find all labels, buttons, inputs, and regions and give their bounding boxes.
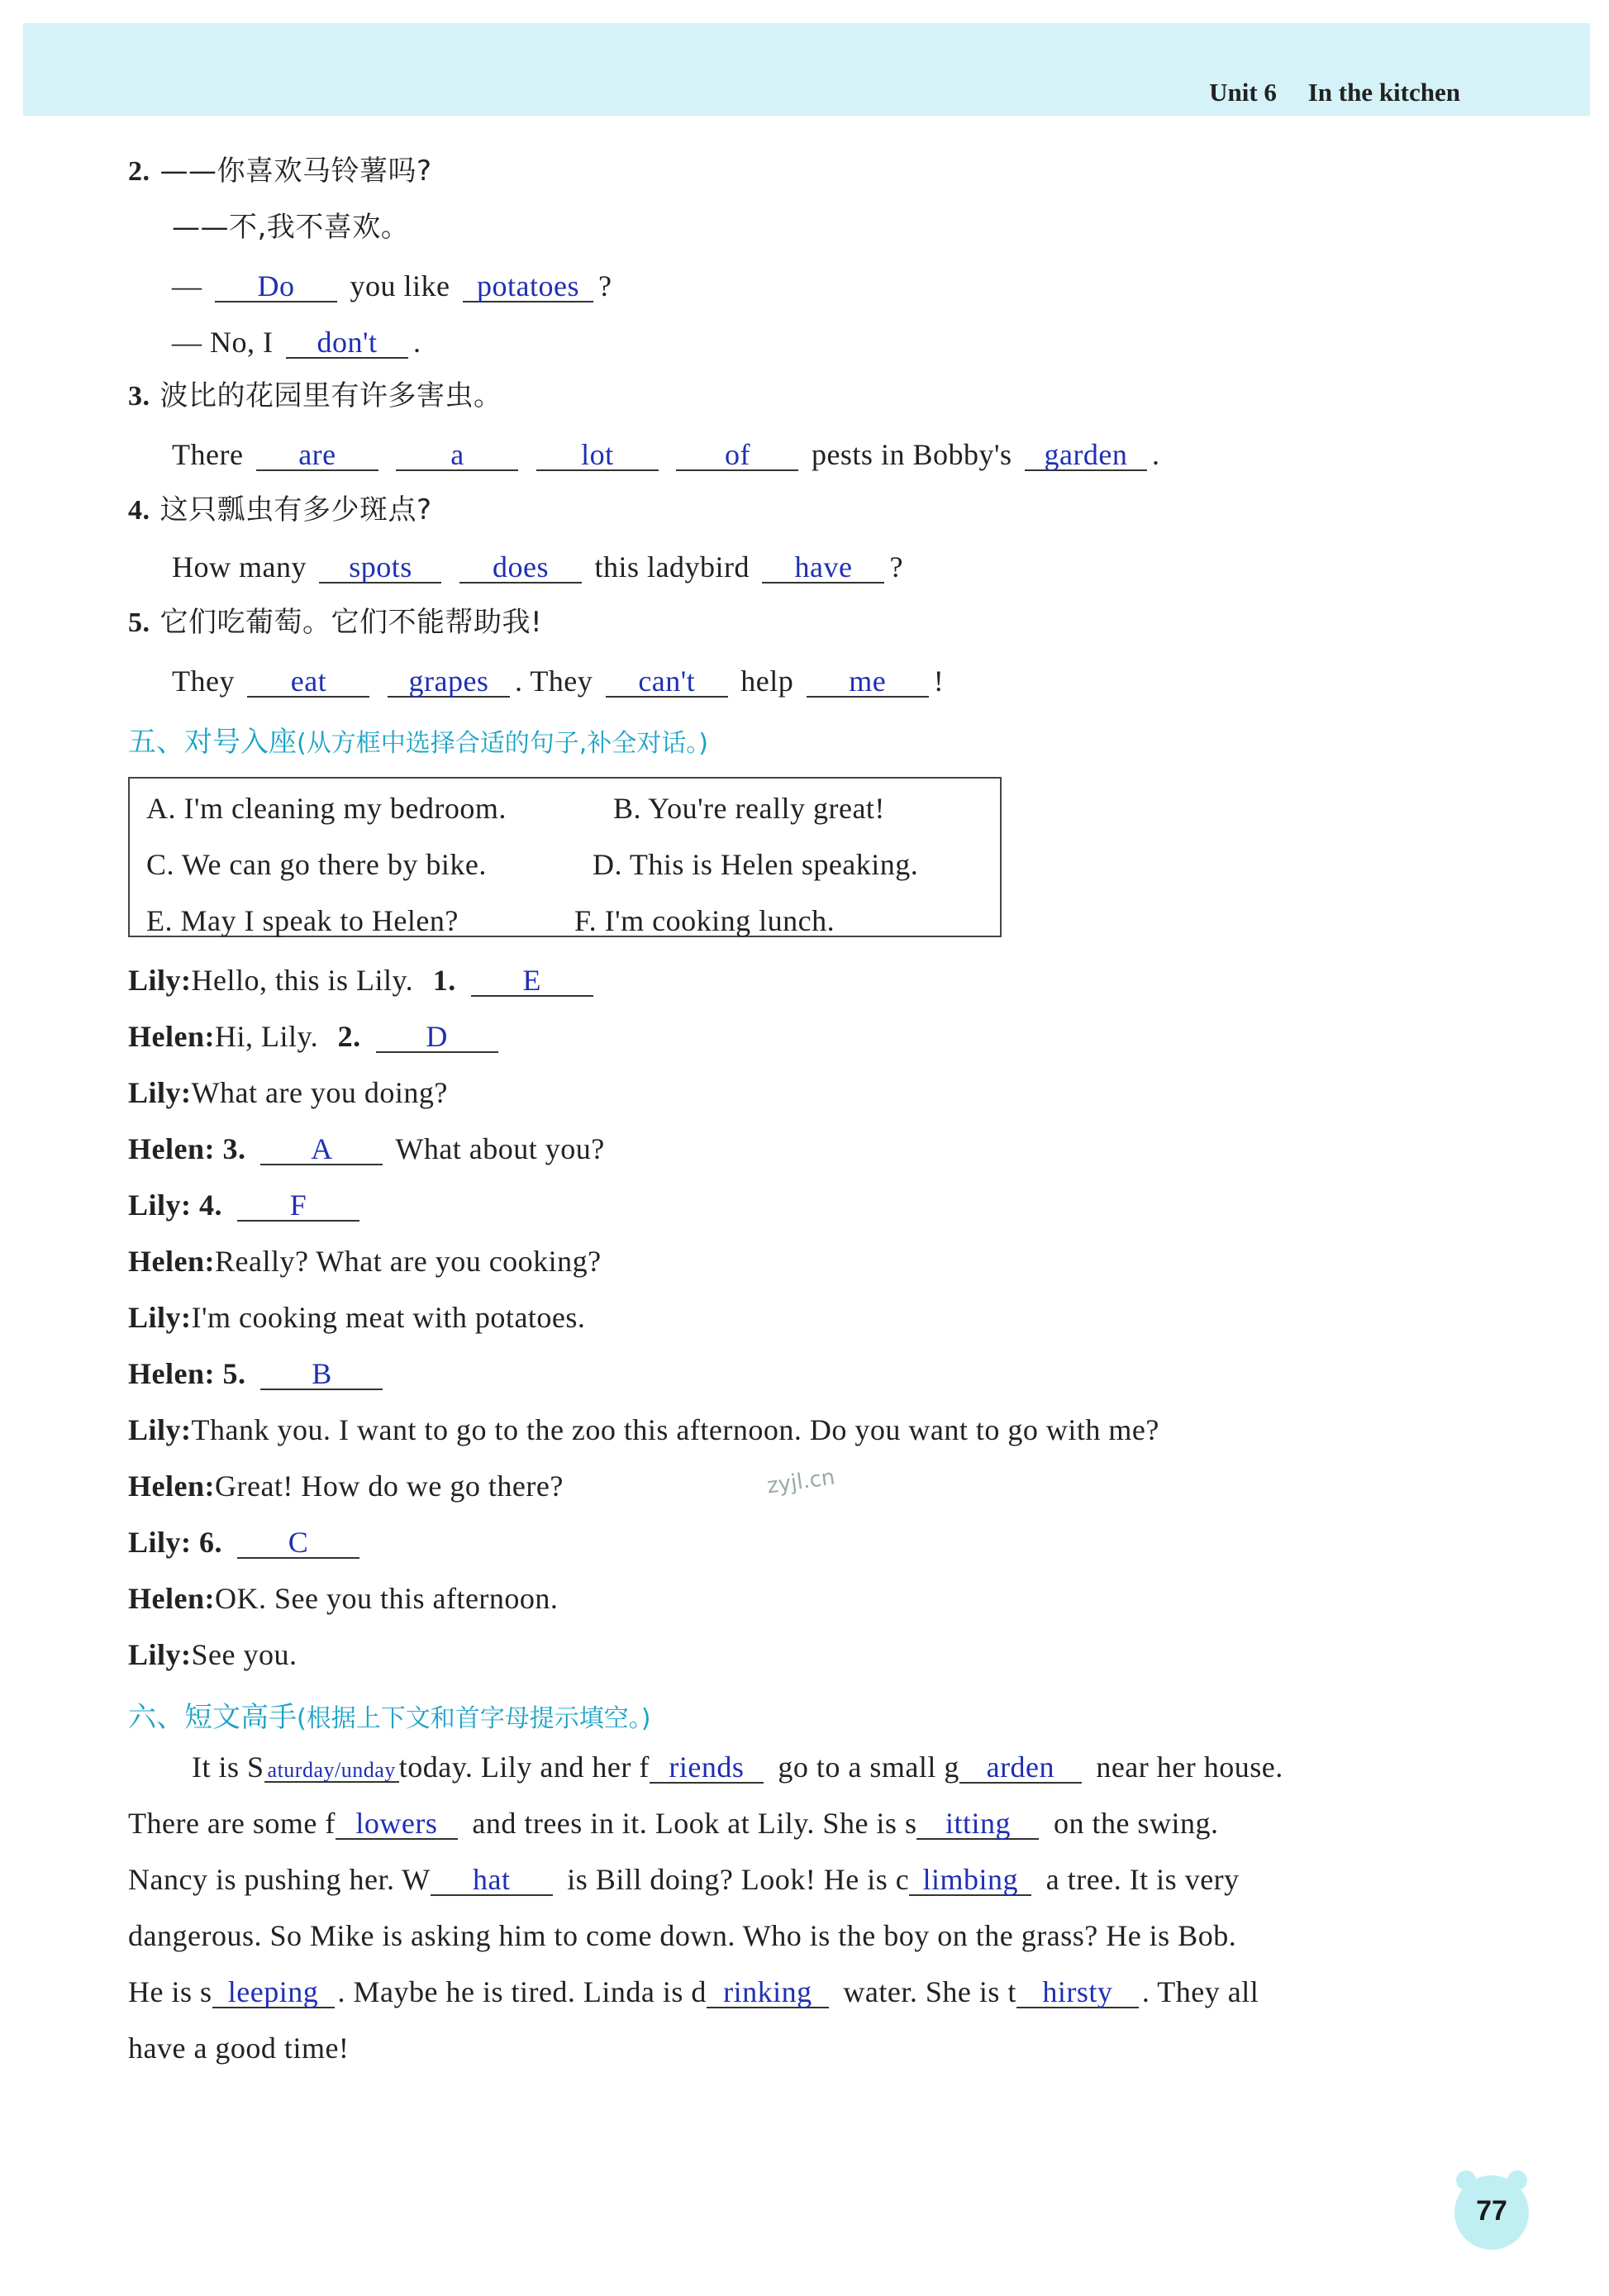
unit-title: In the kitchen	[1307, 78, 1460, 107]
answer-blank[interactable]: lowers	[336, 1808, 458, 1840]
unit-label: Unit 6	[1209, 78, 1277, 107]
answer-blank[interactable]: riends	[650, 1752, 764, 1784]
passage-line-3: Nancy is pushing her. W hat is Bill doing? Look! He is c limbing a tree. It is very	[128, 1863, 1240, 1896]
answer-blank[interactable]: leeping	[212, 1977, 335, 2008]
answer-blank[interactable]: hat	[431, 1865, 553, 1896]
answer-blank[interactable]: A	[260, 1134, 383, 1165]
dialogue-line-4: Helen: 3. A What about you?	[128, 1132, 605, 1165]
q2-chinese-1: 2. ——你喜欢马铃薯吗?	[128, 155, 432, 188]
answer-blank[interactable]: eat	[247, 666, 369, 698]
answer-blank[interactable]: does	[459, 552, 582, 584]
q5-chinese: 5. 它们吃葡萄。它们不能帮助我!	[128, 606, 543, 639]
answer-blank[interactable]: F	[237, 1190, 359, 1222]
answer-blank[interactable]: arden	[959, 1752, 1082, 1784]
q5-english: They eat grapes . They can't help me !	[172, 665, 945, 698]
option-c: C. We can go there by bike.	[146, 848, 487, 881]
passage-line-5: He is s leeping . Maybe he is tired. Linda is d rinking water. She is t hirsty . They all	[128, 1975, 1259, 2008]
q4-english: How many spots does this ladybird have ?	[172, 550, 903, 584]
section-five-title: 五、对号入座(从方框中选择合适的句子,补全对话。)	[128, 726, 708, 759]
answer-blank[interactable]: can't	[606, 666, 728, 698]
passage-line-1: It is S aturday/unday today. Lily and her f riends go to a small g arden near her house.	[192, 1751, 1283, 1784]
answer-blank[interactable]: have	[762, 552, 884, 584]
answer-blank[interactable]: B	[260, 1359, 383, 1390]
page-number-badge	[1454, 2175, 1529, 2250]
dialogue-line-8: Helen: 5. B	[128, 1359, 388, 1390]
answer-blank[interactable]: me	[807, 666, 929, 698]
page-header	[1184, 78, 1460, 107]
answer-blank[interactable]: aturday/unday	[264, 1760, 399, 1783]
passage-line-2: There are some f lowers and trees in it. Look at Lily. She is s itting on the swing.	[128, 1807, 1219, 1840]
answer-blank[interactable]: C	[237, 1527, 359, 1559]
answer-blank[interactable]: spots	[319, 552, 441, 584]
option-a: A. I'm cleaning my bedroom.	[146, 792, 507, 825]
q2-chinese-2: ——不,我不喜欢。	[172, 211, 410, 244]
answer-blank[interactable]: garden	[1025, 440, 1147, 471]
dialogue-line-12: Helen:OK. See you this afternoon.	[128, 1582, 559, 1615]
answer-blank[interactable]: itting	[916, 1808, 1039, 1840]
dialogue-line-7: Lily:I'm cooking meat with potatoes.	[128, 1301, 586, 1334]
answer-blank[interactable]: potatoes	[463, 271, 593, 302]
dialogue-line-3: Lily:What are you doing?	[128, 1076, 448, 1109]
answer-blank[interactable]: lot	[536, 440, 659, 471]
dialogue-line-9: Lily:Thank you. I want to go to the zoo this afternoon. Do you want to go with me?	[128, 1413, 1159, 1446]
q3-chinese: 3. 波比的花园里有许多害虫。	[128, 379, 502, 412]
q2-english-2: — No, I don't .	[172, 326, 421, 359]
option-d: D. This is Helen speaking.	[593, 848, 919, 881]
option-e: E. May I speak to Helen?	[146, 904, 459, 937]
dialogue-line-1: Lily:Hello, this is Lily. 1. E	[128, 965, 598, 997]
answer-blank[interactable]: E	[471, 965, 593, 997]
q3-english: There are a lot of pests in Bobby's garden .	[172, 438, 1160, 471]
watermark: zyjl.cn	[765, 1465, 837, 1499]
dialogue-line-13: Lily:See you.	[128, 1638, 298, 1671]
answer-blank[interactable]: are	[256, 440, 378, 471]
answer-blank[interactable]: of	[676, 440, 798, 471]
dialogue-line-6: Helen:Really? What are you cooking?	[128, 1245, 602, 1278]
answer-blank[interactable]: a	[396, 440, 518, 471]
answer-blank[interactable]: Do	[215, 271, 337, 302]
section-six-title: 六、短文高手(根据上下文和首字母提示填空。)	[128, 1701, 651, 1734]
answer-blank[interactable]: grapes	[388, 666, 510, 698]
option-f: F. I'm cooking lunch.	[574, 904, 835, 937]
dialogue-line-11: Lily: 6. C	[128, 1527, 364, 1559]
q2-english-1: — Do you like potatoes ?	[172, 269, 612, 302]
option-b: B. You're really great!	[613, 792, 885, 825]
answer-blank[interactable]: D	[376, 1022, 498, 1053]
passage-line-6: have a good time!	[128, 2032, 350, 2065]
q4-chinese: 4. 这只瓢虫有多少斑点?	[128, 493, 432, 526]
answer-blank[interactable]: hirsty	[1016, 1977, 1139, 2008]
options-box	[128, 777, 1002, 937]
answer-blank[interactable]: rinking	[707, 1977, 829, 2008]
answer-blank[interactable]: limbing	[909, 1865, 1031, 1896]
dialogue-line-2: Helen:Hi, Lily. 2. D	[128, 1022, 503, 1053]
dialogue-line-5: Lily: 4. F	[128, 1190, 364, 1222]
page-number: 77	[1476, 2195, 1507, 2227]
answer-blank[interactable]: don't	[286, 327, 408, 359]
dialogue-line-10: Helen:Great! How do we go there?	[128, 1470, 564, 1503]
passage-line-4: dangerous. So Mike is asking him to come down. Who is the boy on the grass? He is Bob.	[128, 1919, 1237, 1952]
